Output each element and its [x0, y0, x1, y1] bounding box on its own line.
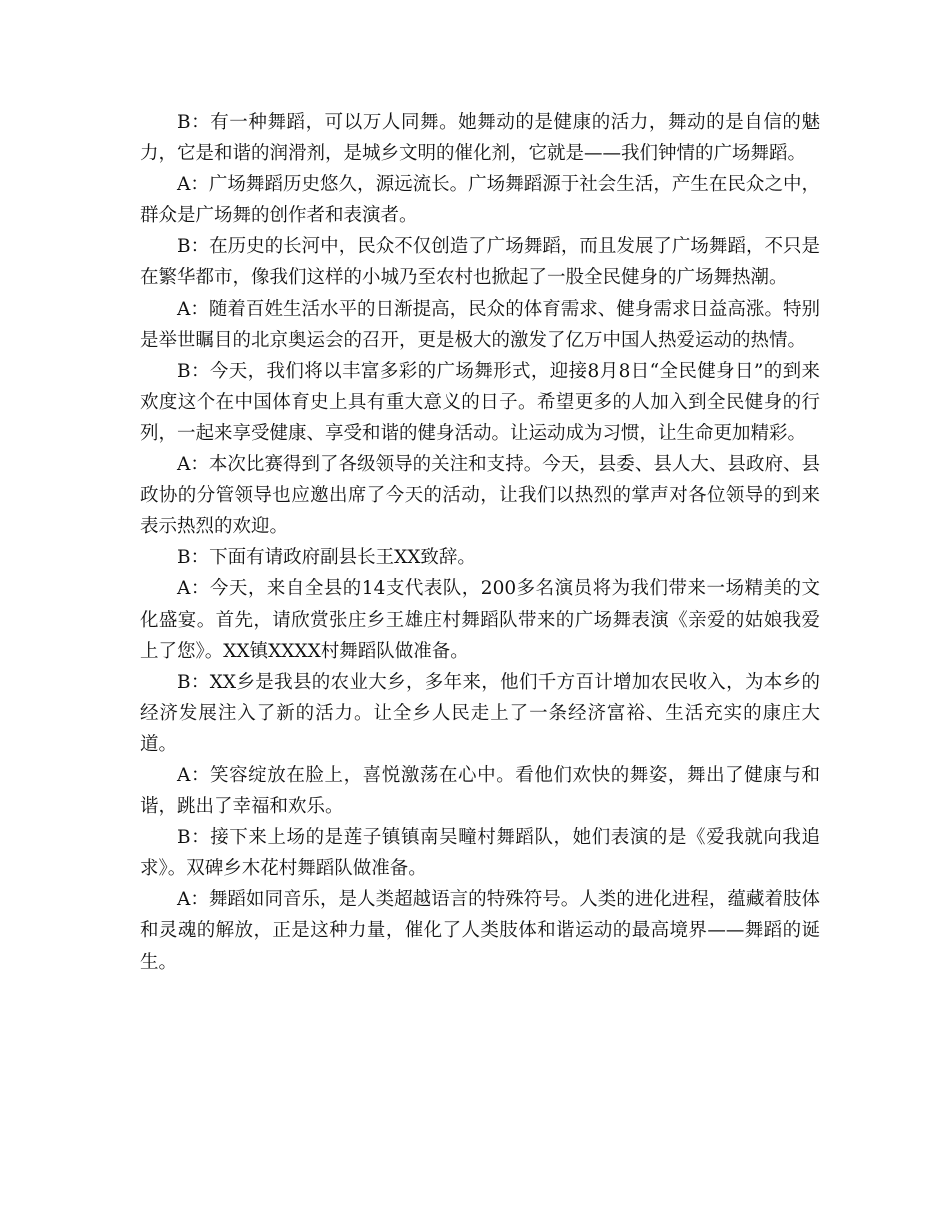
paragraph-6: A：本次比赛得到了各级领导的关注和支持。今天，县委、县人大、县政府、县政协的分管领导也应邀出席了今天的活动，让我们以热烈的掌声对各位领导的到来表示热烈的欢迎。 — [140, 454, 820, 538]
paragraph-5: B：今天，我们将以丰富多彩的广场舞形式，迎接8月8日“全民健身日”的到来欢度这个在中国体育史上具有重大意义的日子。希望更多的人加入到全民健身的行列，一起来享受健康、享受和谐的健身活动。让运动成为习惯，让生命更加精彩。 — [140, 360, 820, 444]
paragraph-4: A：随着百姓生活水平的日渐提高，民众的体育需求、健身需求日益高涨。特别是举世瞩目的北京奥运会的召开，更是极大的激发了亿万中国人热爱运动的热情。 — [140, 298, 820, 351]
paragraph-8: A：今天，来自全县的14支代表队，200多名演员将为我们带来一场精美的文化盛宴。首先，请欣赏张庄乡王雄庄村舞蹈队带来的广场舞表演《亲爱的姑娘我爱上了您》。XX镇XXXX村舞蹈队做准备。 — [140, 578, 820, 662]
paragraph-1: B：有一种舞蹈，可以万人同舞。她舞动的是健康的活力，舞动的是自信的魅力，它是和谐的润滑剂，是城乡文明的催化剂，它就是——我们钟情的广场舞蹈。 — [140, 112, 820, 165]
paragraph-10: A：笑容绽放在脸上，喜悦激荡在心中。看他们欢快的舞姿，舞出了健康与和谐，跳出了幸福和欢乐。 — [140, 764, 820, 818]
paragraph-3: B：在历史的长河中，民众不仅创造了广场舞蹈，而且发展了广场舞蹈，不只是在繁华都市，像我们这样的小城乃至农村也掀起了一股全民健身的广场舞热潮。 — [140, 236, 820, 289]
document-page — [140, 107, 820, 978]
paragraph-9: B：XX乡是我县的农业大乡，多年来，他们千方百计增加农民收入，为本乡的经济发展注入了新的活力。让全乡人民走上了一条经济富裕、生活充实的康庄大道。 — [140, 671, 820, 755]
paragraph-2: A：广场舞蹈历史悠久，源远流长。广场舞蹈源于社会生活，产生在民众之中，群众是广场舞的创作者和表演者。 — [140, 174, 820, 227]
paragraph-11: B：接下来上场的是莲子镇镇南吴疃村舞蹈队，她们表演的是《爱我就向我追求》。双碑乡木花村舞蹈队做准备。 — [140, 827, 820, 880]
paragraph-7: B：下面有请政府副县长王XX致辞。 — [177, 547, 476, 569]
paragraph-12: A：舞蹈如同音乐，是人类超越语言的特殊符号。人类的进化进程，蕴藏着肢体和灵魂的解放，正是这种力量，催化了人类肢体和谐运动的最高境界——舞蹈的诞生。 — [140, 889, 820, 973]
